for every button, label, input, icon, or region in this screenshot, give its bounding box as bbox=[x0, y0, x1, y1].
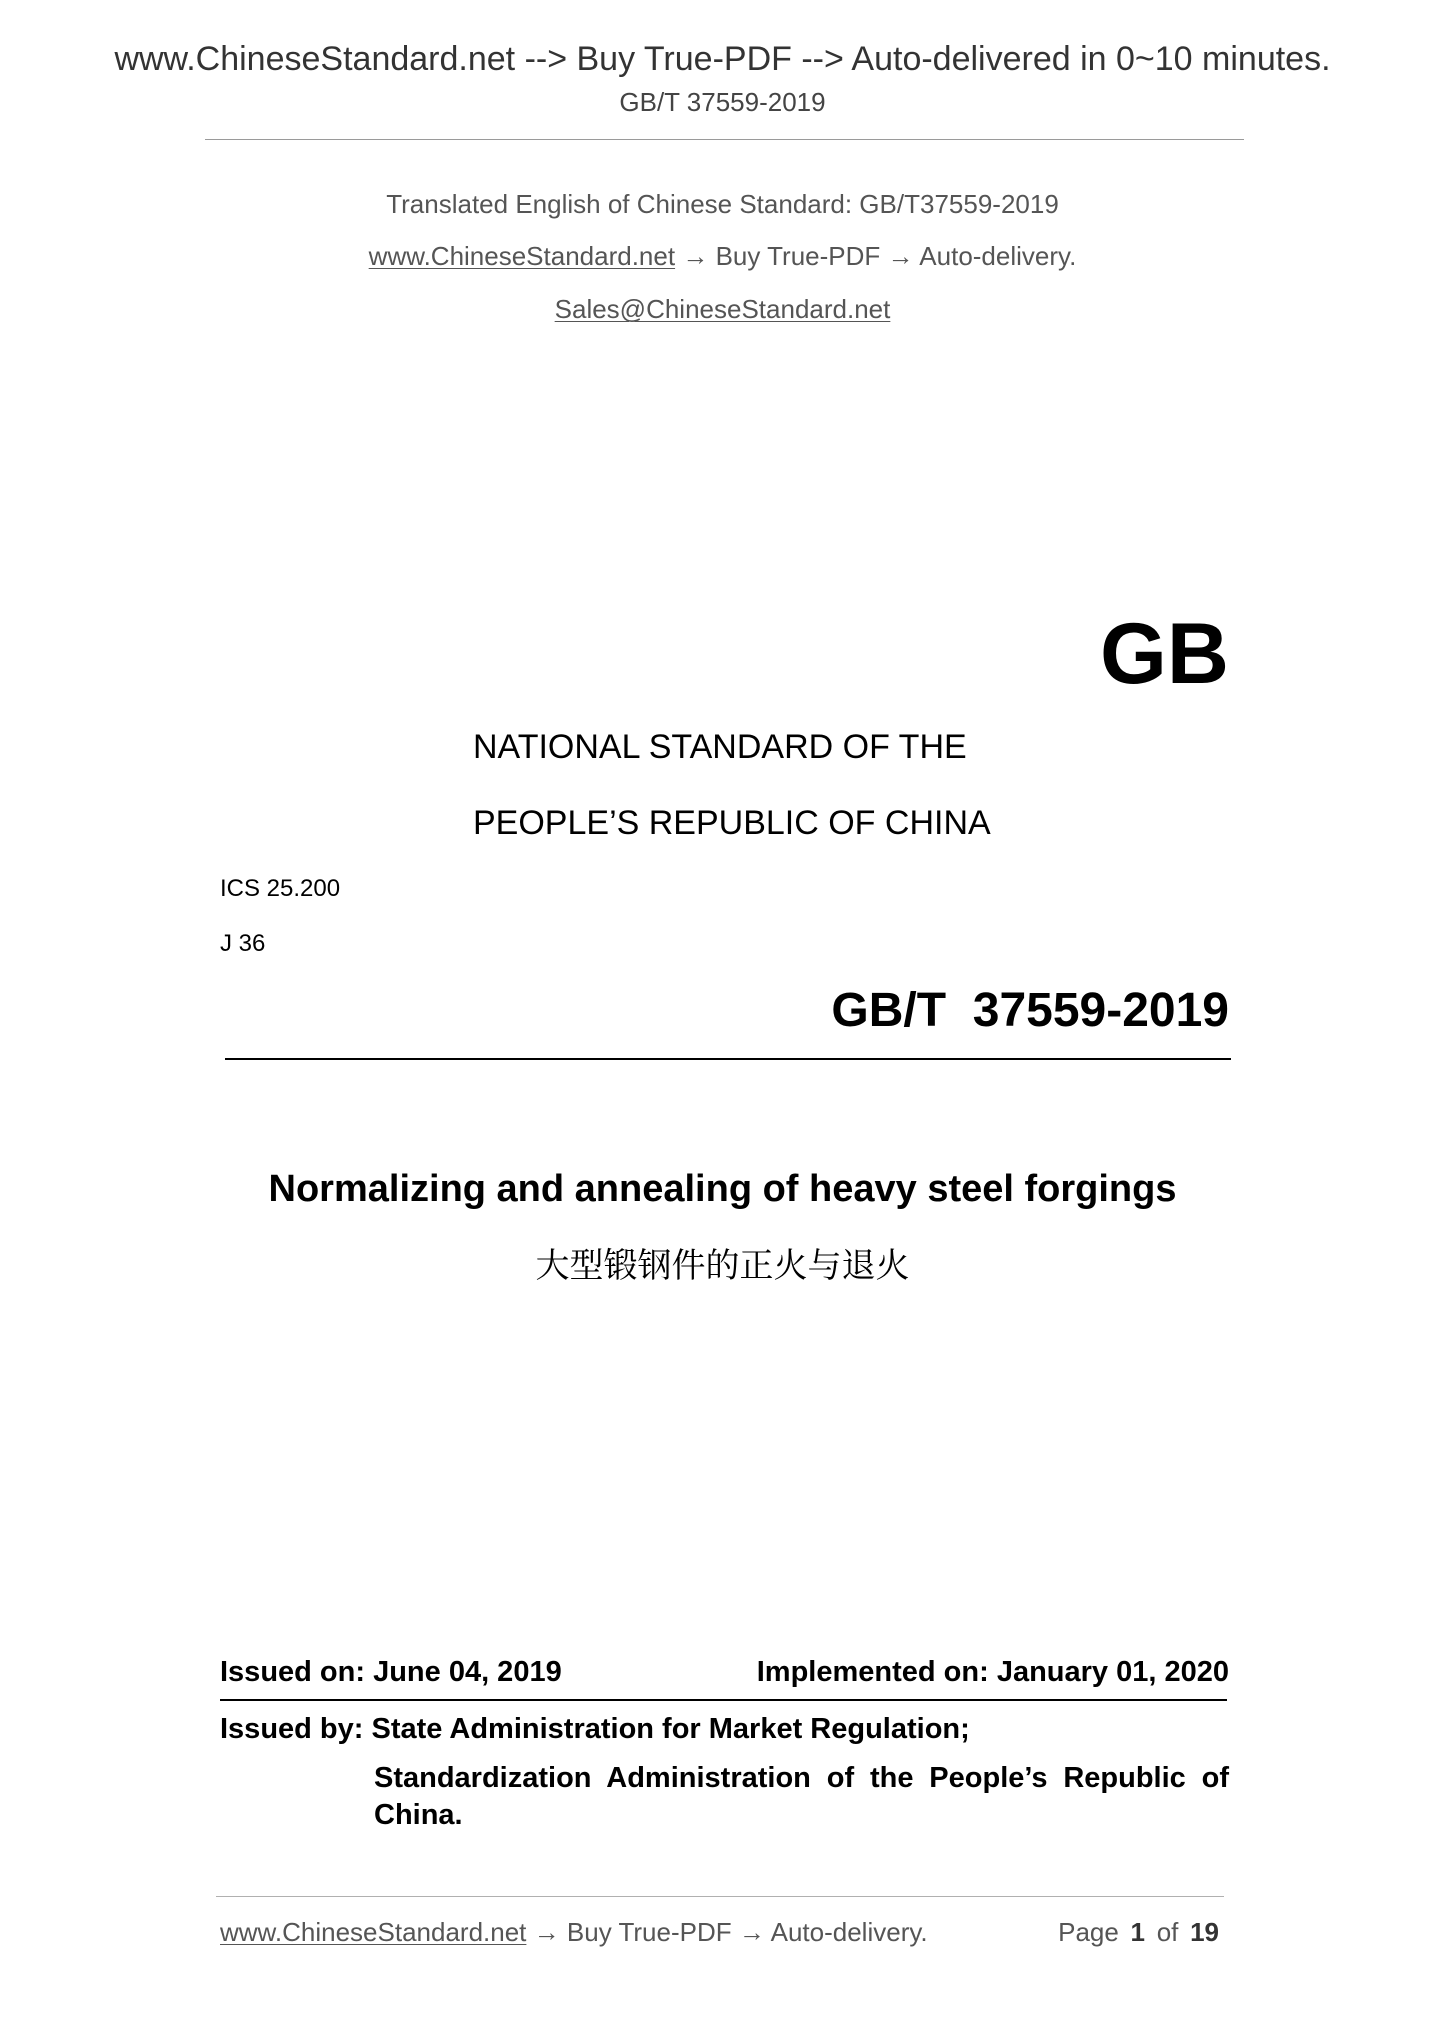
gb-mark: GB bbox=[1100, 606, 1229, 702]
header-divider bbox=[205, 139, 1244, 140]
title-english: Normalizing and annealing of heavy steel forgings bbox=[268, 1168, 1177, 1210]
issue-divider bbox=[220, 1699, 1227, 1701]
national-standard-line1: NATIONAL STANDARD OF THE bbox=[473, 728, 967, 766]
running-doc-code: GB/T 37559-2019 bbox=[619, 87, 826, 117]
ccs-code: J 36 bbox=[220, 930, 266, 957]
footer-divider bbox=[216, 1896, 1224, 1897]
translation-note: Translated English of Chinese Standard: GB/T37559-2019 bbox=[386, 189, 1059, 219]
title-chinese: 大型锻钢件的正火与退火 bbox=[535, 1246, 910, 1286]
standard-number-divider bbox=[225, 1058, 1231, 1060]
issued-on-date: Issued on: June 04, 2019 bbox=[220, 1656, 562, 1688]
implemented-on-date: Implemented on: January 01, 2020 bbox=[756, 1656, 1229, 1688]
page-label: Page bbox=[1058, 1917, 1119, 1947]
email-line bbox=[0, 296, 1445, 322]
top-banner: www.ChineseStandard.net --> Buy True-PDF --> Auto-delivered in 0~10 minutes. bbox=[114, 40, 1331, 78]
page-current: 1 bbox=[1130, 1917, 1146, 1947]
page-total: 19 bbox=[1190, 1917, 1219, 1947]
site-link[interactable]: www.ChineseStandard.net bbox=[368, 241, 676, 271]
ics-code: ICS 25.200 bbox=[220, 875, 341, 902]
sales-email-link[interactable]: Sales@ChineseStandard.net bbox=[554, 294, 891, 324]
page-indicator bbox=[1058, 1919, 1219, 1945]
page-of: of bbox=[1156, 1917, 1179, 1947]
issued-by: Issued by: State Administration for Market Regulation; bbox=[220, 1713, 970, 1745]
second-issuer-line2: China. bbox=[374, 1799, 463, 1831]
second-issuer-line1: Standardization Administration of the People’s Republic of bbox=[374, 1762, 1229, 1794]
standard-number: GB/T 37559-2019 bbox=[831, 984, 1229, 1037]
footer-link-suffix: → Buy True-PDF → Auto-delivery. bbox=[533, 1917, 928, 1947]
footer-link-line bbox=[220, 1919, 928, 1945]
national-standard-line2: PEOPLE’S REPUBLIC OF CHINA bbox=[473, 804, 991, 842]
purchase-link-line bbox=[0, 243, 1445, 269]
purchase-link-suffix: → Buy True-PDF → Auto-delivery. bbox=[682, 241, 1077, 271]
footer-site-link[interactable]: www.ChineseStandard.net bbox=[220, 1917, 527, 1947]
